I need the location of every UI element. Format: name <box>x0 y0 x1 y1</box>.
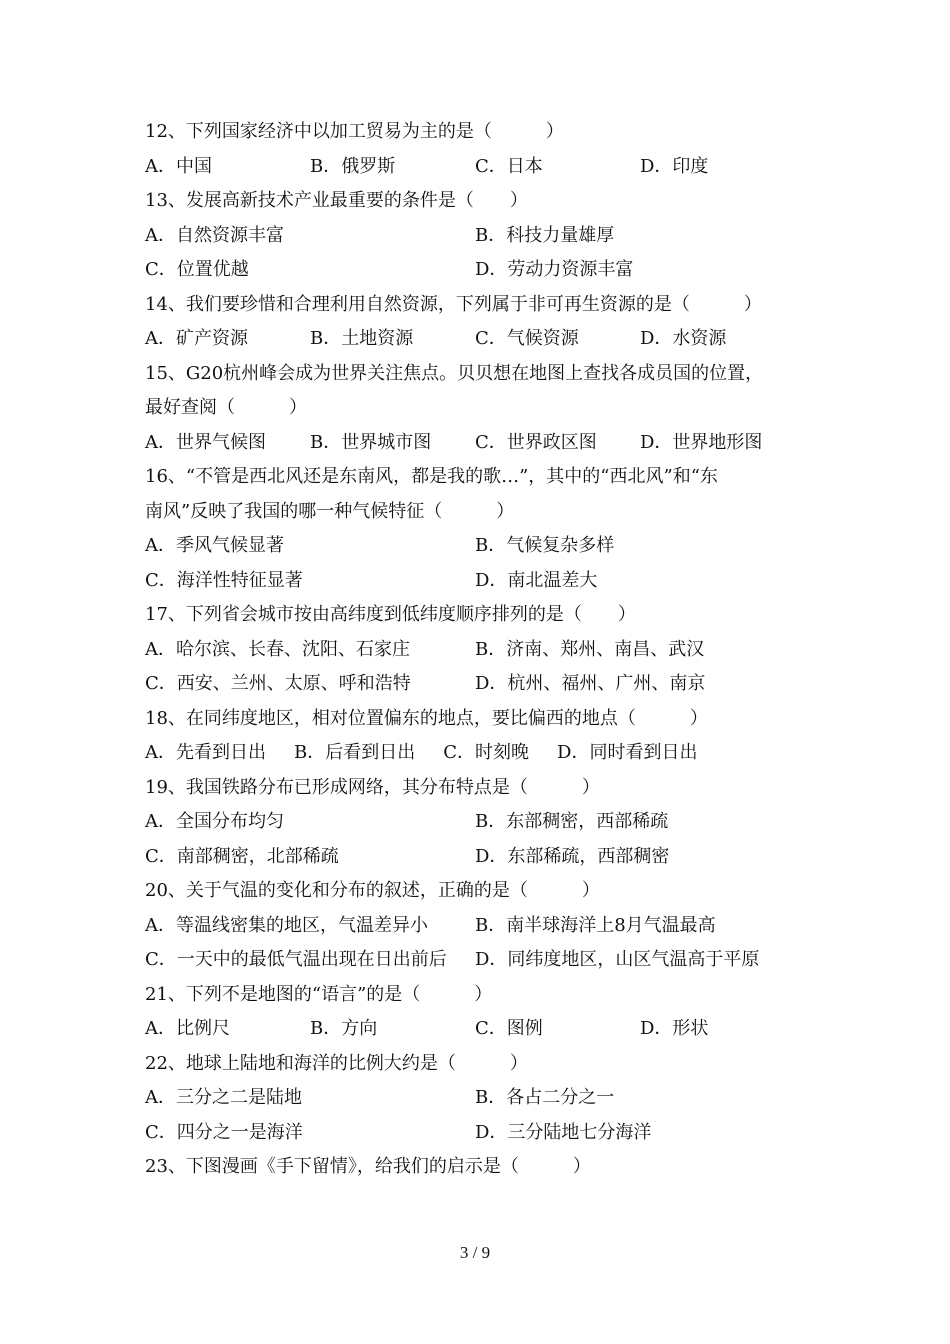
page-number: 3 / 9 <box>459 1243 491 1262</box>
answer-option: B．科技力量雄厚 <box>475 224 615 246</box>
answer-option: A．中国 <box>145 155 212 177</box>
question-stem: 16、“不管是西北风还是东南风，都是我的歌…”，其中的“西北风”和“东 <box>145 466 718 487</box>
question-block <box>145 702 825 771</box>
answer-option: A．先看到日出 <box>145 742 266 763</box>
question-stem: 22、地球上陆地和海洋的比例大约是（ ） <box>145 1052 528 1074</box>
answer-option: C．世界政区图 <box>475 431 597 453</box>
question-stem-continued: 最好查阅（ ） <box>145 397 307 418</box>
question-block <box>145 771 825 875</box>
answer-option: B．气候复杂多样 <box>475 535 615 556</box>
options-row <box>145 805 825 840</box>
question-block <box>145 288 825 357</box>
question-block <box>145 598 825 702</box>
answer-option: B．各占二分之一 <box>475 1087 615 1108</box>
question-stem-continued: 南风”反映了我国的哪一种气候特征（ ） <box>145 500 515 522</box>
question-block <box>145 115 825 184</box>
answer-option: A．世界气候图 <box>145 431 266 453</box>
answer-option: A．三分之二是陆地 <box>145 1087 302 1108</box>
question-stem: 14、我们要珍惜和合理利用自然资源，下列属于非可再生资源的是（ ） <box>145 293 762 315</box>
options-row <box>145 1012 825 1047</box>
answer-option: D．水资源 <box>640 328 727 349</box>
question-list <box>145 115 825 1185</box>
answer-option: C．日本 <box>475 155 543 177</box>
question-stem: 15、G20杭州峰会成为世界关注焦点。贝贝想在地图上查找各成员国的位置， <box>145 362 764 384</box>
options-row <box>145 219 825 254</box>
answer-option: B．世界城市图 <box>310 431 432 453</box>
question-block <box>145 460 825 598</box>
options-row <box>145 1116 825 1151</box>
options-row <box>145 322 825 357</box>
options-row <box>145 840 825 875</box>
options-row <box>145 1081 825 1116</box>
answer-option: A．矿产资源 <box>145 328 248 349</box>
question-block <box>145 1150 825 1185</box>
answer-option: B．方向 <box>310 1018 378 1039</box>
question-block <box>145 874 825 978</box>
answer-option: B．济南、郑州、南昌、武汉 <box>475 638 705 660</box>
answer-option: D．杭州、福州、广州、南京 <box>475 673 706 694</box>
question-block <box>145 184 825 288</box>
question-stem: 13、发展高新技术产业最重要的条件是（ ） <box>145 190 528 211</box>
question-stem: 18、在同纬度地区，相对位置偏东的地点，要比偏西的地点（ ） <box>145 707 708 729</box>
answer-option: B．南半球海洋上8月气温最高 <box>475 914 716 936</box>
answer-option: A．等温线密集的地区，气温差异小 <box>145 914 428 936</box>
answer-option: A．比例尺 <box>145 1018 230 1039</box>
answer-option: D．东部稀疏，西部稠密 <box>475 845 670 867</box>
options-row <box>145 943 825 978</box>
options-row <box>145 667 825 702</box>
answer-option: D．印度 <box>640 155 709 177</box>
answer-option: A．哈尔滨、长春、沈阳、石家庄 <box>145 638 410 660</box>
answer-option: A．全国分布均匀 <box>145 811 284 832</box>
options-row <box>145 564 825 599</box>
answer-option: C．南部稠密，北部稀疏 <box>145 845 339 867</box>
answer-option: C．四分之一是海洋 <box>145 1121 303 1143</box>
answer-option: C．西安、兰州、太原、呼和浩特 <box>145 673 411 694</box>
question-stem: 20、关于气温的变化和分布的叙述，正确的是（ ） <box>145 880 600 901</box>
question-stem: 12、下列国家经济中以加工贸易为主的是（ ） <box>145 121 564 142</box>
options-row <box>145 150 825 185</box>
options-row <box>145 529 825 564</box>
question-block <box>145 978 825 1047</box>
answer-option: B．后看到日出 <box>294 742 416 763</box>
answer-option: A．季风气候显著 <box>145 535 284 556</box>
answer-option: C．时刻晚 <box>443 742 530 763</box>
options-row <box>145 909 825 944</box>
answer-option: B．土地资源 <box>310 328 414 349</box>
answer-option: D．同时看到日出 <box>557 742 698 763</box>
question-stem: 19、我国铁路分布已形成网络，其分布特点是（ ） <box>145 776 600 798</box>
question-stem: 23、下图漫画《手下留情》，给我们的启示是（ ） <box>145 1156 591 1177</box>
answer-option: C．图例 <box>475 1018 543 1039</box>
question-block <box>145 1047 825 1151</box>
answer-option: D．三分陆地七分海洋 <box>475 1121 652 1143</box>
answer-option: C．海洋性特征显著 <box>145 569 303 591</box>
answer-option: C．位置优越 <box>145 259 249 280</box>
answer-option: D．形状 <box>640 1018 709 1039</box>
answer-option: B．东部稠密，西部稀疏 <box>475 811 669 832</box>
options-row <box>145 253 825 288</box>
options-row <box>145 633 825 668</box>
question-stem: 17、下列省会城市按由高纬度到低纬度顺序排列的是（ ） <box>145 604 636 625</box>
question-stem: 21、下列不是地图的“语言”的是（ ） <box>145 983 493 1005</box>
answer-option: B．俄罗斯 <box>310 155 396 177</box>
options-row <box>145 426 825 461</box>
answer-option: A．自然资源丰富 <box>145 224 284 246</box>
answer-option: D．同纬度地区，山区气温高于平原 <box>475 949 760 970</box>
question-block <box>145 357 825 461</box>
answer-option: C．气候资源 <box>475 328 579 349</box>
answer-option: D．南北温差大 <box>475 569 598 591</box>
answer-option: C．一天中的最低气温出现在日出前后 <box>145 949 447 970</box>
answer-option: D．世界地形图 <box>640 431 763 453</box>
options-row <box>145 736 825 771</box>
answer-option: D．劳动力资源丰富 <box>475 259 634 280</box>
